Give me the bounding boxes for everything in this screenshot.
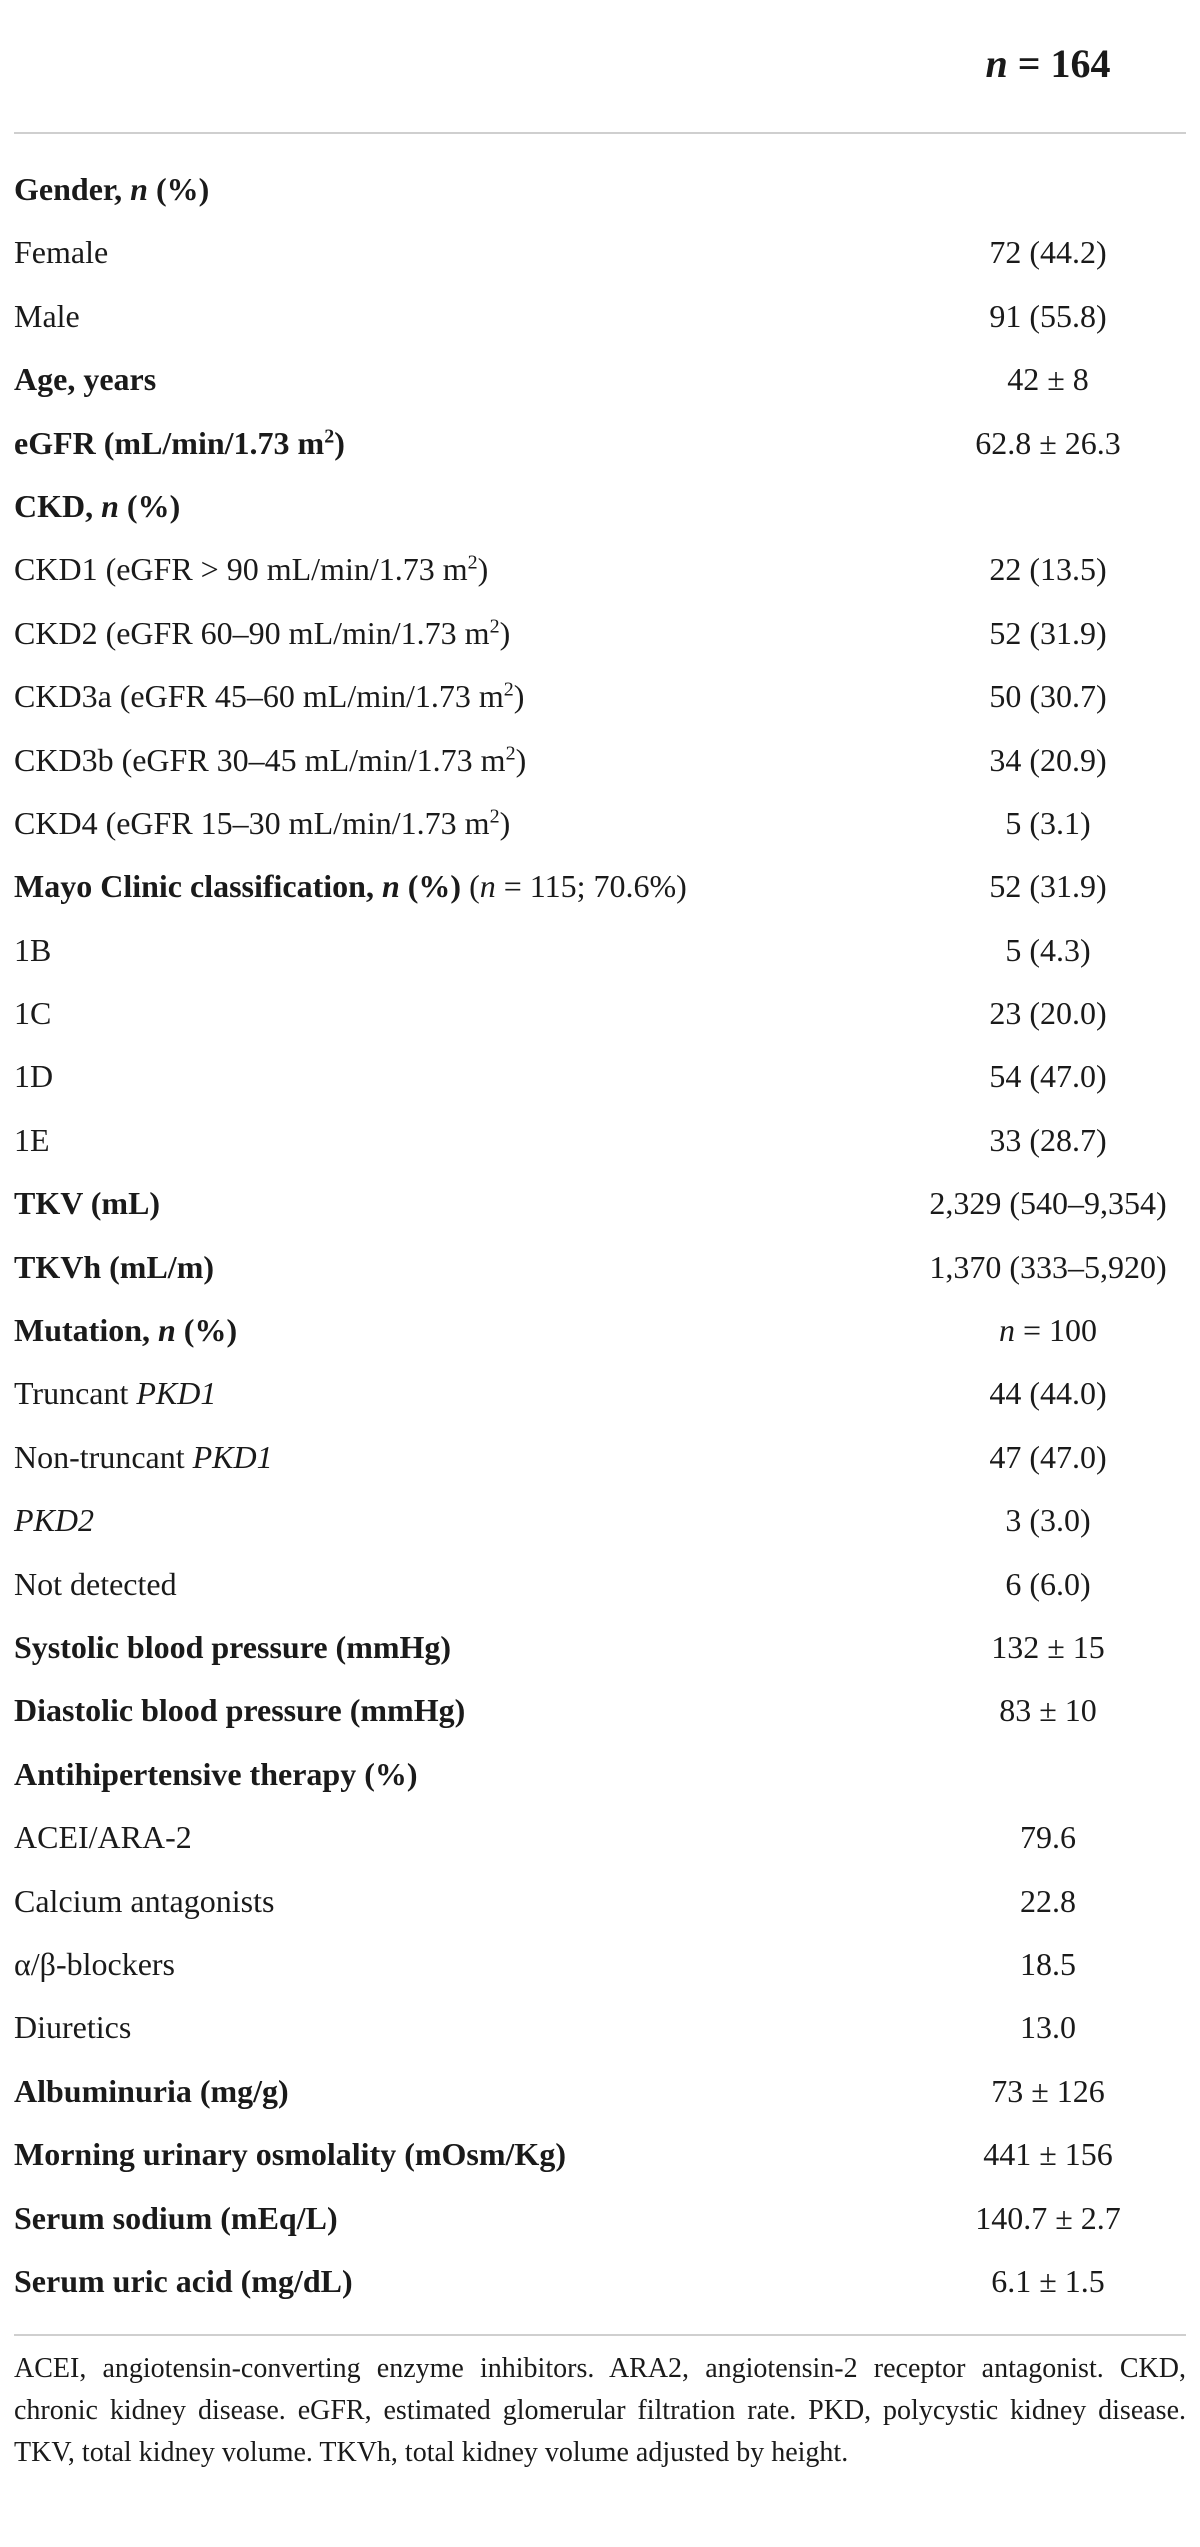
- row-label-text: CKD4 (eGFR 15–30 mL/min/1.73 m: [14, 804, 490, 841]
- table-row: [14, 855, 1186, 918]
- table-row: [14, 285, 1186, 348]
- row-label-text: Not detected: [14, 1565, 177, 1602]
- row-label: [14, 412, 345, 475]
- row-label: [14, 1426, 273, 1489]
- row-value: [894, 1299, 1200, 1362]
- row-value-text: 47 (47.0): [989, 1438, 1107, 1475]
- row-value: [894, 538, 1200, 601]
- row-label: [14, 1236, 214, 1299]
- row-value-text: 441 ± 156: [983, 2136, 1113, 2173]
- table-footnote: ACEI, angiotensin-converting enzyme inhibitors. ARA2, angiotensin-2 receptor antagonist. CKD, chronic kidney disease. eGFR, estimated glomerular filtration rate. PKD, polycystic kidney disease. TKV, total kidney volume. TKVh, total kidney volume adjusted by height.: [14, 2353, 1186, 2468]
- row-value-text: 13.0: [1020, 2009, 1076, 2046]
- table-row: [14, 475, 1186, 538]
- row-label: [14, 1299, 237, 1362]
- row-label: [14, 602, 510, 665]
- table-row: [14, 1743, 1186, 1806]
- table-row: [14, 1616, 1186, 1679]
- footnote-divider: [14, 2334, 1186, 2336]
- row-label: [14, 1870, 274, 1933]
- table-body: [14, 158, 1186, 2313]
- row-value: [894, 158, 1200, 221]
- table-row: [14, 1933, 1186, 1996]
- row-label-text: Calcium antagonists: [14, 1882, 275, 1919]
- row-value-text: 140.7 ± 2.7: [975, 2199, 1121, 2236]
- table-row: [14, 792, 1186, 855]
- row-label: [14, 1996, 131, 2059]
- row-label-text: Gender,: [14, 171, 131, 207]
- row-value-text: 132 ± 15: [991, 1628, 1105, 1665]
- row-label: [14, 538, 488, 601]
- row-value: [894, 1996, 1200, 2059]
- table-row: [14, 1489, 1186, 1552]
- row-value-text: 5 (4.3): [1005, 931, 1091, 968]
- row-value-text: 33 (28.7): [989, 1121, 1107, 1158]
- row-label-text: Albuminuria (mg/g): [14, 2072, 289, 2109]
- row-label-italic: n: [130, 171, 148, 207]
- row-label: [14, 1362, 216, 1425]
- table-header: [14, 0, 1186, 134]
- table-row: [14, 1553, 1186, 1616]
- row-value-text: 50 (30.7): [989, 678, 1107, 715]
- row-value: [894, 1489, 1200, 1552]
- row-value: [894, 729, 1200, 792]
- row-value: [894, 1426, 1200, 1489]
- row-value: [894, 1553, 1200, 1616]
- row-label-text: CKD3b (eGFR 30–45 mL/min/1.73 m: [14, 741, 506, 778]
- row-label-italic: n: [158, 1312, 176, 1349]
- row-label: [14, 2060, 289, 2123]
- row-label: [14, 1045, 53, 1108]
- row-label: [14, 1679, 465, 1742]
- table-row: [14, 1870, 1186, 1933]
- row-label-text: 1D: [14, 1058, 54, 1095]
- table-row: [14, 1426, 1186, 1489]
- table-row: [14, 1996, 1186, 2059]
- row-label-superscript: 2: [489, 615, 500, 638]
- row-label-italic: n: [101, 487, 119, 524]
- table-row: [14, 729, 1186, 792]
- table-row: [14, 2187, 1186, 2250]
- table-row: [14, 2123, 1186, 2186]
- row-label: [14, 1743, 418, 1806]
- row-label-text: CKD2 (eGFR 60–90 mL/min/1.73 m: [14, 614, 490, 651]
- row-label-text: ACEI/ARA-2: [14, 1819, 192, 1856]
- row-value: [894, 855, 1200, 918]
- row-label: [14, 2123, 566, 2186]
- row-label: [14, 1806, 192, 1869]
- row-label: [14, 729, 526, 792]
- row-label-superscript: 2: [503, 678, 514, 701]
- row-value-text: 73 ± 126: [991, 2072, 1105, 2109]
- table-row: [14, 602, 1186, 665]
- row-value-text: 52 (31.9): [989, 614, 1107, 651]
- row-label: [14, 982, 51, 1045]
- row-value-text: 18.5: [1020, 1945, 1076, 1982]
- row-label-italic: PKD2: [14, 1502, 94, 1539]
- row-label: [14, 1489, 94, 1552]
- row-value-text: 79.6: [1020, 1819, 1076, 1856]
- row-value: [894, 1236, 1200, 1299]
- row-value: [894, 348, 1200, 411]
- row-value: [894, 792, 1200, 855]
- row-value-text: 83 ± 10: [999, 1692, 1097, 1729]
- row-label: [14, 919, 51, 982]
- row-value-text: 1,370 (333–5,920): [929, 1248, 1167, 1285]
- row-label-text: Diuretics: [14, 2009, 132, 2046]
- table-row: [14, 1172, 1186, 1235]
- table-row: [14, 665, 1186, 728]
- row-label-text: TKV (mL): [14, 1185, 161, 1222]
- table-row: [14, 1806, 1186, 1869]
- table-row: [14, 919, 1186, 982]
- row-label-text: Mayo Clinic classification,: [14, 868, 382, 905]
- table-row: [14, 1679, 1186, 1742]
- row-label-italic: PKD1: [136, 1375, 217, 1412]
- row-value: [894, 665, 1200, 728]
- row-value: [894, 2060, 1200, 2123]
- row-value: [894, 1806, 1200, 1869]
- row-label-text: CKD,: [14, 487, 102, 524]
- table-row: [14, 221, 1186, 284]
- row-label-note-close: = 115; 70.6%): [495, 868, 687, 905]
- row-label: [14, 1553, 177, 1616]
- row-value: [894, 285, 1200, 348]
- row-label-tail: (%): [399, 868, 462, 905]
- row-label-text: 1C: [14, 995, 52, 1032]
- row-label-superscript: 2: [324, 424, 335, 447]
- row-label: [14, 665, 524, 728]
- row-label: [14, 855, 687, 918]
- row-label: [14, 348, 156, 411]
- row-value: [894, 1679, 1200, 1742]
- row-label-superscript: 2: [489, 805, 500, 828]
- table-row: [14, 982, 1186, 1045]
- row-value-text: 6 (6.0): [1005, 1565, 1091, 1602]
- row-label-tail: ): [499, 614, 511, 651]
- row-value: [894, 982, 1200, 1045]
- row-value-text: 42 ± 8: [1007, 361, 1089, 398]
- row-label: [14, 158, 209, 221]
- row-label: [14, 792, 510, 855]
- row-label: [14, 2250, 353, 2313]
- row-value: [894, 475, 1200, 538]
- row-label: [14, 1172, 160, 1235]
- row-label-tail: (%): [118, 487, 181, 524]
- row-label-superscript: 2: [505, 741, 516, 764]
- row-value-text: 3 (3.0): [1005, 1502, 1091, 1539]
- row-label-text: 1E: [14, 1121, 50, 1158]
- row-value-text: 6.1 ± 1.5: [991, 2262, 1105, 2299]
- table-row: [14, 2060, 1186, 2123]
- row-value: [894, 919, 1200, 982]
- row-value-text: 72 (44.2): [989, 234, 1107, 271]
- row-value: [894, 1172, 1200, 1235]
- row-value-text: 91 (55.8): [989, 297, 1107, 334]
- row-label: [14, 1109, 50, 1172]
- row-value-text: 62.8 ± 26.3: [975, 424, 1121, 461]
- row-label-text: CKD3a (eGFR 45–60 mL/min/1.73 m: [14, 678, 504, 715]
- row-value: [894, 1933, 1200, 1996]
- row-label-text: α/β-blockers: [14, 1945, 175, 1982]
- row-value: [894, 1045, 1200, 1108]
- row-value: [894, 412, 1200, 475]
- row-label: [14, 1933, 175, 1996]
- table-row: [14, 412, 1186, 475]
- row-label: [14, 1616, 451, 1679]
- row-value-text: 44 (44.0): [989, 1375, 1107, 1412]
- row-label-text: Serum uric acid (mg/dL): [14, 2262, 353, 2299]
- table-row: [14, 1045, 1186, 1108]
- row-value: [894, 2250, 1200, 2313]
- row-label-text: Mutation,: [14, 1312, 158, 1349]
- table-row: [14, 158, 1186, 221]
- row-value-text: 54 (47.0): [989, 1058, 1107, 1095]
- row-label-text: eGFR (mL/min/1.73 m: [14, 424, 325, 461]
- row-value-text: = 100: [1014, 1312, 1098, 1349]
- row-value: [894, 221, 1200, 284]
- row-label-text: TKVh (mL/m): [14, 1248, 214, 1285]
- row-label-tail: (%): [147, 171, 210, 207]
- row-label-text: 1B: [14, 931, 52, 968]
- row-label: [14, 475, 180, 538]
- table-row: [14, 348, 1186, 411]
- row-value: [894, 1616, 1200, 1679]
- table-row: [14, 538, 1186, 601]
- row-label-text: Female: [14, 234, 109, 271]
- n-symbol: n: [985, 41, 1008, 86]
- row-value: [894, 602, 1200, 665]
- row-value: [894, 2123, 1200, 2186]
- row-label-italic: n: [381, 868, 400, 905]
- row-value-text: 22 (13.5): [989, 551, 1107, 588]
- row-label: [14, 285, 80, 348]
- row-label-tail: ): [515, 741, 527, 778]
- row-value: [894, 2187, 1200, 2250]
- row-value: [894, 1362, 1200, 1425]
- row-label-tail: ): [499, 804, 511, 841]
- row-label-tail: ): [513, 678, 525, 715]
- row-label-note-open: (: [461, 868, 480, 905]
- row-value-text: 34 (20.9): [989, 741, 1107, 778]
- row-label-text: Systolic blood pressure (mmHg): [14, 1628, 452, 1665]
- table-row: [14, 2250, 1186, 2313]
- row-label-text: CKD1 (eGFR > 90 mL/min/1.73 m: [14, 551, 468, 588]
- row-label-text: Morning urinary osmolality (mOsm/Kg): [14, 2136, 566, 2173]
- row-label-text: Serum sodium (mEq/L): [14, 2199, 338, 2236]
- column-header-n: [908, 40, 1188, 87]
- row-value-text: 52 (31.9): [989, 868, 1107, 905]
- row-label-tail: ): [334, 424, 345, 461]
- n-value: = 164: [1007, 41, 1111, 86]
- row-label-italic: PKD1: [192, 1438, 273, 1475]
- table-row: [14, 1299, 1186, 1362]
- row-label-text: Age, years: [14, 361, 157, 398]
- row-label-text: Antihipertensive therapy (%): [14, 1755, 418, 1792]
- row-value-text: 5 (3.1): [1005, 804, 1091, 841]
- table-row: [14, 1236, 1186, 1299]
- row-value: [894, 1109, 1200, 1172]
- row-label-superscript: 2: [467, 551, 478, 574]
- row-value: [894, 1870, 1200, 1933]
- row-label-text: Male: [14, 297, 80, 334]
- row-value-text: 22.8: [1020, 1882, 1076, 1919]
- row-label: [14, 2187, 338, 2250]
- row-label-text: Truncant: [14, 1375, 137, 1412]
- row-value-text: 2,329 (540–9,354): [929, 1185, 1167, 1222]
- row-label-tail: ): [477, 551, 489, 588]
- row-label: [14, 221, 108, 284]
- row-value-text: 23 (20.0): [989, 995, 1107, 1032]
- row-value: [894, 1743, 1200, 1806]
- table-row: [14, 1109, 1186, 1172]
- row-value-italic: n: [998, 1312, 1015, 1349]
- row-label-note-italic: n: [479, 868, 496, 905]
- row-label-tail: (%): [175, 1312, 238, 1349]
- table-row: [14, 1362, 1186, 1425]
- row-label-text: Diastolic blood pressure (mmHg): [14, 1692, 466, 1729]
- row-label-text: Non-truncant: [14, 1438, 193, 1475]
